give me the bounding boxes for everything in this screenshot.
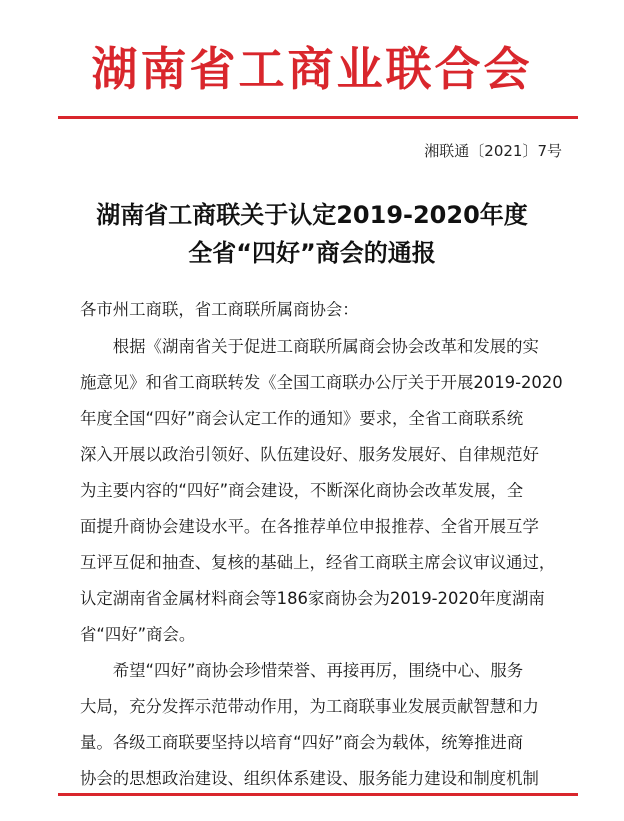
body-line: 认定湖南省金属材料商会等186家商协会为2019-2020年度湖南: [80, 589, 545, 608]
body-line: 大局，充分发挥示范带动作用，为工商联事业发展贡献智慧和力: [80, 697, 539, 716]
body-line: 施意见》和省工商联转发《全国工商联办公厅关于开展2019-2020: [80, 373, 563, 392]
body-line: 为主要内容的“四好”商会建设，不断深化商协会改革发展，全: [80, 481, 524, 500]
red-divider-bottom: [58, 793, 578, 796]
body-line: 互评互促和抽查、复核的基础上，经省工商联主席会议审议通过，: [80, 553, 556, 572]
body-line: 希望“四好”商协会珍惜荣誉、再接再厉，围绕中心、服务: [80, 661, 524, 680]
body-line: 根据《湖南省关于促进工商联所属商会协会改革和发展的实: [80, 337, 539, 356]
body-line: 面提升商协会建设水平。在各推荐单位申报推荐、全省开展互学: [80, 517, 539, 536]
document-title-line-1: 湖南省工商联关于认定2019-2020年度: [96, 201, 528, 229]
body-line: 省“四好”商会。: [80, 625, 196, 644]
body-line: 年度全国“四好”商会认定工作的通知》要求，全省工商联系统: [80, 409, 524, 428]
body-line: 深入开展以政治引领好、队伍建设好、服务发展好、自律规范好: [80, 445, 539, 464]
body-line: 协会的思想政治建设、组织体系建设、服务能力建设和制度机制: [80, 769, 539, 788]
addressee: 各市州工商联，省工商联所属商协会：: [80, 300, 359, 319]
org-header: 湖南省工商业联合会: [91, 42, 533, 96]
document-title-line-2: 全省“四好”商会的通报: [188, 239, 436, 267]
document-number: 湘联通〔2021〕7号: [424, 142, 562, 160]
body-line: 量。各级工商联要坚持以培育“四好”商会为载体，统筹推进商: [80, 733, 524, 752]
red-divider-top: [58, 116, 578, 119]
